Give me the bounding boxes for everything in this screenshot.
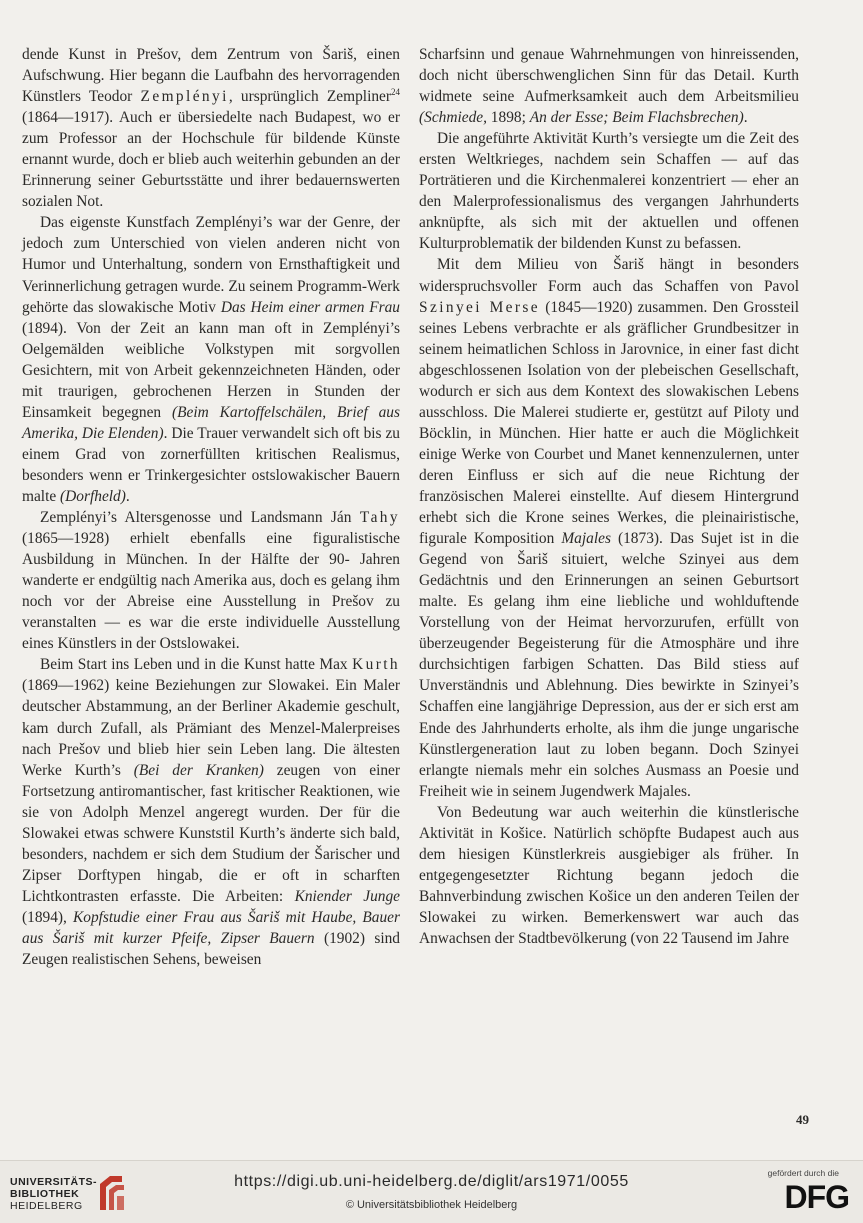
text-run: (1869—1962) keine Beziehungen zur Slowakei. Ein Maler deutscher Abstammung, an der Berliner Akademie geschult, kam durch Zufall, als Prämiant des Menzel-Malerpreises nach Prešov und blieb hier sein Leben lang. Die ältesten Werke Kurth’s bbox=[22, 677, 400, 779]
text-run: (1864—1917). Auch er übersiedelte nach Budapest, wo er zum Professor an der Hochschule für bildende Künste ernannt wurde, doch er blieb auch weiterhin gebunden an der Erinnerung seiner Geburtsstätte und ihrer bedauernswerten sozialen Not. bbox=[22, 109, 400, 211]
text-run: (1894). Von der Zeit an kann man oft in Zemplényi’s Oelgemälden weibliche Volkstypen mit sorgvollen Gesichtern, mit von Arbeit gekennzeichneten Händen, oder mit traurigen, gebrochenen Herzen in Stunden der Einsamkeit begegnen bbox=[22, 319, 400, 421]
text-run: Von Bedeutung war auch weiterhin die künstlerische Aktivität in Košice. Natürlich schöpfte Budapest auch aus dem hiesigen Künstlerkreis ausgiebiger als früher. In entgegengesetzter Richtung begann jedoch die Bahnverbindung zwischen Košice un den anderen Teilen der Slowakei zu wirken. Bemerkenswert war auch das Anwachsen der Stadtbevölkerung (von 22 Tausend im Jahre bbox=[419, 803, 799, 947]
copyright-text: © Universitätsbibliothek Heidelberg bbox=[345, 1199, 518, 1211]
text-run: . bbox=[125, 487, 130, 505]
text-run: (1865—1928) erhielt ebenfalls eine figuralistische Ausbildung in München. In der Hälfte der 90- Jahren wanderte er endgültig nach Amerika aus, doch es gelang ihm noch vor der Abreise eine Ausstellung in Prešov zu veranstalten — es war die erste individuelle Ausstellung eines Künstlers in der Ostslowakei. bbox=[22, 530, 400, 653]
paragraph bbox=[22, 654, 400, 970]
text-run: (1873). Das Sujet ist in die Gegend von Šariš situiert, welche Szinyei aus dem Gedächtnis und den Erinnerungen an seinen Geburtsort malte. Es gelang ihm eine liebliche und wohlduftende Vorstellung von der Heimat hervorzurufen, erfüllt von überzeugender Begeisterung für die Atmosphäre und ihre durchsichtigen farbigen Schatten. Das Bild stiess auf Unverständnis und Ablehnung. Dies bewirkte in Szinyei’s Schaffen eine langjährige Depression, aus der er sich erst am Ende des Jahrhunderts erholte, als ihm die junge ungarische Künstlergeneration laut zu loben begann. Doch Szinyei erlangte niemals mehr ein solches Ausmass an Poesie und Freiheit wie in seinem Jugendwerk Majales. bbox=[419, 530, 799, 800]
text-run: (1902) sind Zeugen realistischen Sehens, beweisen bbox=[22, 929, 400, 969]
dfg-logo[interactable]: DFG bbox=[784, 1179, 849, 1215]
spaced-name: Tahy bbox=[359, 509, 400, 527]
text-run: zeugen von einer Fortsetzung antiromantischer, fast kritischer Reaktionen, wie sie von Adolph Menzel angeregt wurden. Der für die Slowakei etwas schwere Kunststil Kurth’s änderte sich bald, besonders, nachdem er sich dem Studium der Šarischer und Zipser Dorftypen hingab, die er oft in scharften Lichtkontrasten erfasste. Die Arbeiten: bbox=[22, 761, 400, 905]
source-url-link[interactable]: https://digi.ub.uni-heidelberg.de/diglit/ars1971/0055 bbox=[234, 1173, 629, 1190]
italic-title: Kniender Junge bbox=[294, 887, 400, 905]
text-run: 1898; bbox=[486, 109, 530, 127]
text-run: Zemplényi’s Altersgenosse und Landsmann Ján bbox=[40, 509, 360, 527]
text-column-left bbox=[22, 44, 400, 970]
library-name-line1: UNIVERSITÄTS- bbox=[10, 1176, 98, 1188]
page-number: 49 bbox=[796, 1112, 809, 1127]
text-run: (1845—1920) zusammen. Den Grossteil seines Lebens verbrachte er als gräflicher Grundbesitzer in seinem heimatlichen Schloss in Jarovnice, in einer fast dicht abgeschlossenen Isolation von der plebeischen Gesellschaft, wodurch er sich aus dem Kontext des slowakischen Lebens ausschloss. Die Malerei studierte er, gestützt auf Piloty und Böcklin, in München. Hier hatte er auch die Möglichkeit einige Werke von Courbet und Manet kennenzulernen, unter deren Einfluss er sich auf die neue Richtung der französischen Malerei einstellte. Auf diesem Hintergrund erhebt sich die Krone seines Werkes, die pleinairistische, figurale Komposition bbox=[419, 298, 799, 548]
spaced-name: Szinyei Merse bbox=[419, 298, 541, 316]
paragraph bbox=[22, 212, 400, 507]
paragraph bbox=[419, 44, 799, 128]
text-run: Beim Start ins Leben und in die Kunst hatte Max bbox=[40, 656, 353, 674]
footnote-ref: 24 bbox=[391, 86, 400, 97]
italic-title: Das Heim einer armen Frau bbox=[220, 298, 400, 316]
text-run: (1894), bbox=[22, 908, 73, 926]
italic-title: (Schmiede, bbox=[419, 109, 487, 127]
library-name-line2: BIBLIOTHEK bbox=[10, 1188, 80, 1200]
library-name-line3: HEIDELBERG bbox=[10, 1200, 83, 1212]
spaced-name: Zemplényi bbox=[140, 88, 229, 106]
text-run: Das eigenste Kunstfach Zemplényi’s war der Genre, der jedoch zum Unterschied von vielen anderen nicht von Humor und Unterhaltung, sondern von Ernsthaftigkeit und Verinnerlichung getragen wurde. Zu seinem Programm-Werk gehörte das slowakische Motiv bbox=[22, 214, 400, 316]
text-run: Scharfsinn und genaue Wahrnehmungen von hinreissenden, doch nicht überschwenglichen Sinn für das Detail. Kurth widmete seine Aufmerksamkeit auch dem Arbeitsmilieu bbox=[419, 46, 799, 106]
text-run: . bbox=[743, 109, 748, 127]
text-column-right bbox=[419, 44, 799, 949]
text-run: dende Kunst in Prešov, dem Zentrum von Šariš, einen Aufschwung. Hier begann die Laufbahn des hervorragenden Künstlers Teodor bbox=[22, 46, 400, 106]
paragraph bbox=[22, 44, 400, 212]
italic-title: (Beim Kartoffelschälen, Brief aus Amerika, Die Elenden) bbox=[22, 403, 400, 442]
text-run: Mit dem Milieu von Šariš hängt in besonders widerspruchsvoller Form auch das Schaffen von Pavol bbox=[419, 256, 799, 295]
dfg-funding-note: gefördert durch die bbox=[767, 1168, 839, 1178]
italic-title: An der Esse; Beim Flachsbrechen) bbox=[529, 109, 744, 127]
text-run: , ursprünglich Zempliner bbox=[228, 88, 391, 106]
italic-title: Majales bbox=[561, 530, 611, 548]
spaced-name: Kurth bbox=[352, 656, 400, 674]
text-run: . Die Trauer verwandelt sich oft bis zu einem Grad von zornerfüllten kritischen Realismus, besonders wenn er Trinkergesichter ostslowakischer Bauern malte bbox=[22, 424, 400, 505]
footer-bar bbox=[0, 1160, 863, 1223]
text-run: Die angeführte Aktivität Kurth’s versiegte um die Zeit des ersten Weltkrieges, nachdem sein Schaffen — auf das Porträtieren und die Kirchenmalerei konzentriert — eher an den Malerprofessionalismus des vergangen Jahrhunderts anknüpfte, als sich mit der aktuellen und offenen Kulturproblematik der bildenden Kunst zu befassen. bbox=[419, 130, 799, 253]
paragraph bbox=[22, 507, 400, 654]
italic-title: (Dorfheld) bbox=[60, 487, 126, 505]
paragraph bbox=[419, 802, 799, 949]
paragraph bbox=[419, 254, 799, 801]
italic-title: (Bei der Kranken) bbox=[133, 761, 264, 779]
paragraph bbox=[419, 128, 799, 254]
italic-title: Kopfstudie einer Frau aus Šariš mit Haube, Bauer aus Šariš mit kurzer Pfeife, Zipser Bauern bbox=[22, 908, 400, 947]
